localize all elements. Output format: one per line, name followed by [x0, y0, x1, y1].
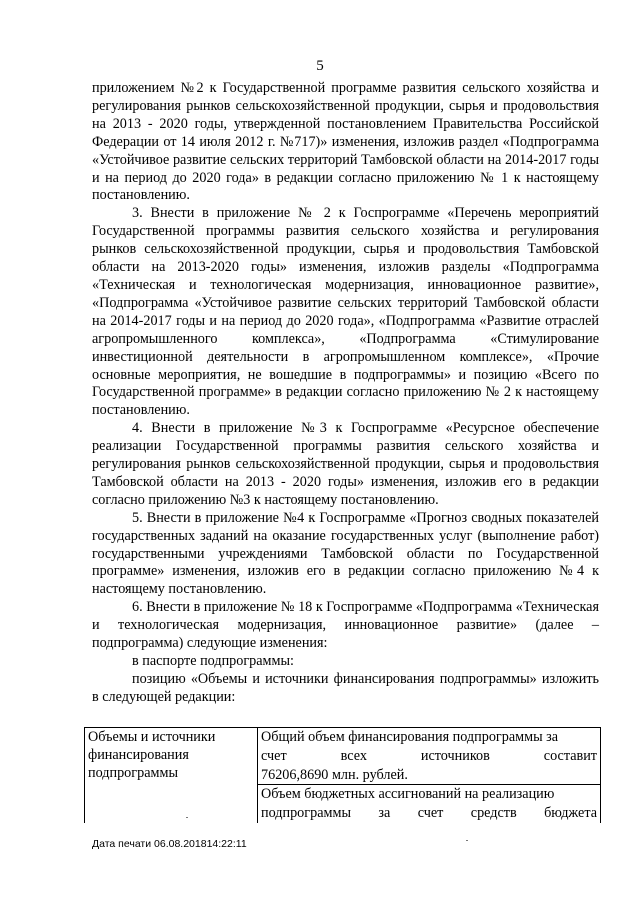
- scan-speck: [466, 840, 468, 841]
- paragraph: в паспорте подпрограммы:: [132, 653, 294, 669]
- word: подпрограммы: [261, 805, 351, 822]
- scan-speck: [186, 817, 188, 818]
- word: составит: [543, 747, 597, 764]
- paragraph: 5. Внести в приложение №4 к Госпрограмме «Прогноз сводных показателей государственных заданий на оказание государственных услуг (выполнение работ) государственными учреждениями Тамбовской области по Государственной программе» изменения, изложив его в редакции согласно приложению №4 к настоящему постановлению.: [92, 509, 599, 598]
- word: средств: [470, 805, 517, 822]
- paragraph: 6. Внести в приложение № 18 к Госпрограмме «Подпрограмма «Техническая и технологическая модернизация, инновационное развитие» (далее – подпрограмма) следующие изменения:: [92, 599, 599, 652]
- word: бюджета: [544, 805, 597, 822]
- financing-table: [84, 727, 601, 823]
- paragraph: приложением №2 к Государственной программе развития сельского хозяйства и регулирования рынков сельскохозяйственной продукции, сырья и продовольствия на 2013 - 2020 годы, утвержденной постановлением Правительства Российской Федерации от 14 июля 2012 г. №717)» изменения, изложив раздел «Подпрограмма «Устойчивое развитие сельских территорий Тамбовской области на 2014-2017 годы и на период до 2020 года» в редакции согласно приложению № 1 к настоящему постановлению.: [92, 80, 599, 204]
- table-value-line: Общий объем финансирования подпрограммы за: [261, 729, 559, 745]
- word: счет: [261, 747, 287, 764]
- word: всех: [340, 747, 367, 764]
- table-cell-value: [258, 728, 601, 823]
- print-date: Дата печати 06.08.201814:22:11: [92, 838, 247, 850]
- table-value-line: [258, 747, 600, 766]
- table-row: [85, 728, 601, 823]
- table-value-line: 76206,8690 млн. рублей.: [261, 766, 408, 783]
- document-body: [92, 80, 599, 707]
- paragraph: 3. Внести в приложение № 2 к Госпрограмме «Перечень мероприятий Государственной программы развития сельского хозяйства и регулирования рынков сельскохозяйственной продукции, сырья и продовольствия Тамбовской области на 2013-2020 годы» изменения, изложив разделы «Подпрограмма «Техническая и технологическая модернизация, инновационное развитие», «Подпрограмма «Устойчивое развитие сельских территорий Тамбовской области на 2014-2017 годы и на период до 2020 года», «Подпрограмма «Развитие отраслей агропромышленного комплекса», «Подпрограмма «Стимулирование инвестиционной деятельности в агропромышленном комплексе», «Прочие основные мероприятия, не вошедшие в подпрограммы» и позицию «Всего по Государственной программе» в редакции согласно приложению № 2 к настоящему постановлению.: [92, 205, 599, 419]
- word: источников: [420, 747, 490, 764]
- word: счет: [417, 805, 444, 822]
- table-value-line: Объем бюджетных ассигнований на реализацию: [258, 784, 600, 804]
- paragraph: 4. Внести в приложение №3 к Госпрограмме «Ресурсное обеспечение реализации Государственной программы развития сельского хозяйства и регулирования рынков сельскохозяйственной продукции, сырья и продовольствия Тамбовской области на 2013 - 2020 годы» изменения, изложив его в редакции согласно приложению №3 к настоящему постановлению.: [92, 420, 599, 508]
- page-number: 5: [316, 58, 324, 74]
- table-label-line: подпрограммы: [88, 764, 178, 781]
- table-value-line: [258, 804, 600, 823]
- word: за: [378, 805, 391, 822]
- table-cell-label: [85, 728, 258, 823]
- paragraph: позицию «Объемы и источники финансирования подпрограммы» изложить в следующей редакции:: [92, 670, 599, 705]
- table-label-line: Объемы и источники: [88, 729, 216, 745]
- table-label-line: финансирования: [88, 746, 189, 763]
